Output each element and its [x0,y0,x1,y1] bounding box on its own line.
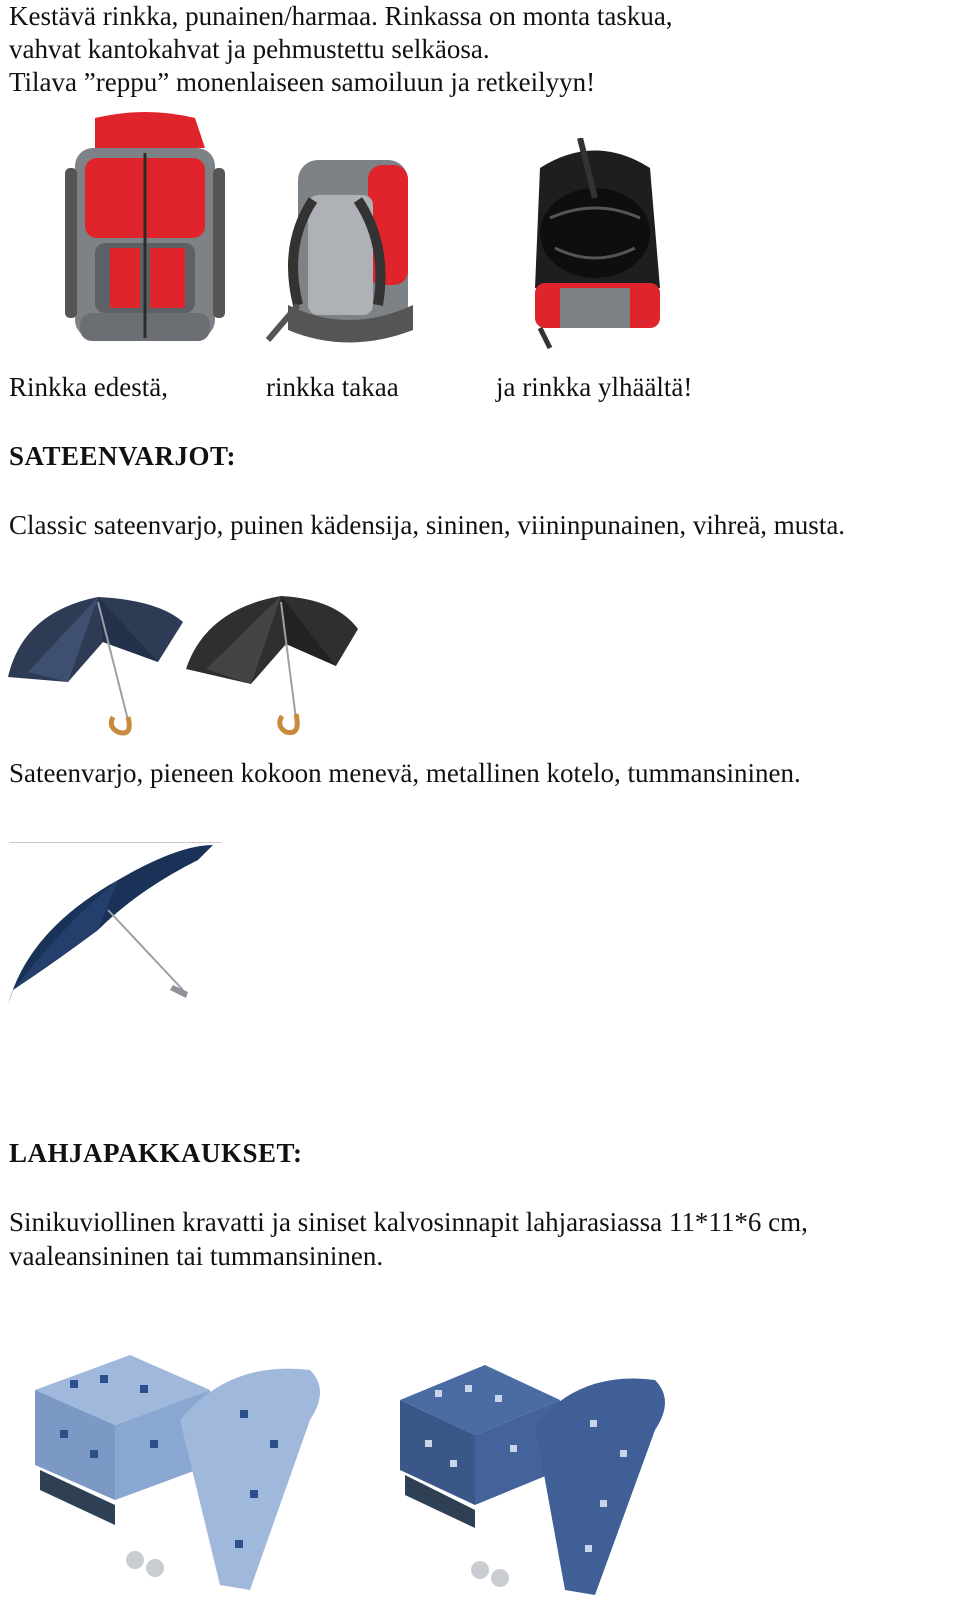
compact-umbrella-desc: Sateenvarjo, pieneen kokoon menevä, metallinen kotelo, tummansininen. [9,758,801,788]
backpack-desc-line-1: Kestävä rinkka, punainen/harmaa. Rinkassa on monta taskua, [9,1,673,31]
backpack-desc-line-3: Tilava ”reppu” monenlaiseen samoiluun ja retkeilyyn! [9,67,596,97]
caption-back: rinkka takaa [266,372,399,402]
gifts-heading: LAHJAPAKKAUKSET: [9,1138,303,1168]
backpack-back-image [258,155,428,360]
gift-box-dark-image [395,1360,685,1600]
gifts-desc-line-2: vaaleansininen tai tummansininen. [9,1241,384,1271]
gift-box-light-image [30,1350,350,1600]
backpack-desc-line-2: vahvat kantokahvat ja pehmustettu selkäosa. [9,34,490,64]
caption-top: ja rinkka ylhäältä! [496,372,693,402]
classic-umbrella-black-image [186,594,366,742]
gifts-desc-line-1: Sinikuviollinen kravatti ja siniset kalvosinnapit lahjarasiassa 11*11*6 cm, [9,1207,808,1237]
classic-umbrella-navy-image [8,592,188,742]
umbrellas-heading: SATEENVARJOT: [9,441,237,471]
caption-front: Rinkka edestä, [9,372,168,402]
backpack-top-image [520,138,670,353]
classic-umbrella-desc: Classic sateenvarjo, puinen kädensija, sininen, viininpunainen, vihreä, musta. [9,510,846,540]
compact-umbrella-image [8,840,218,1010]
backpack-front-image [55,108,235,358]
